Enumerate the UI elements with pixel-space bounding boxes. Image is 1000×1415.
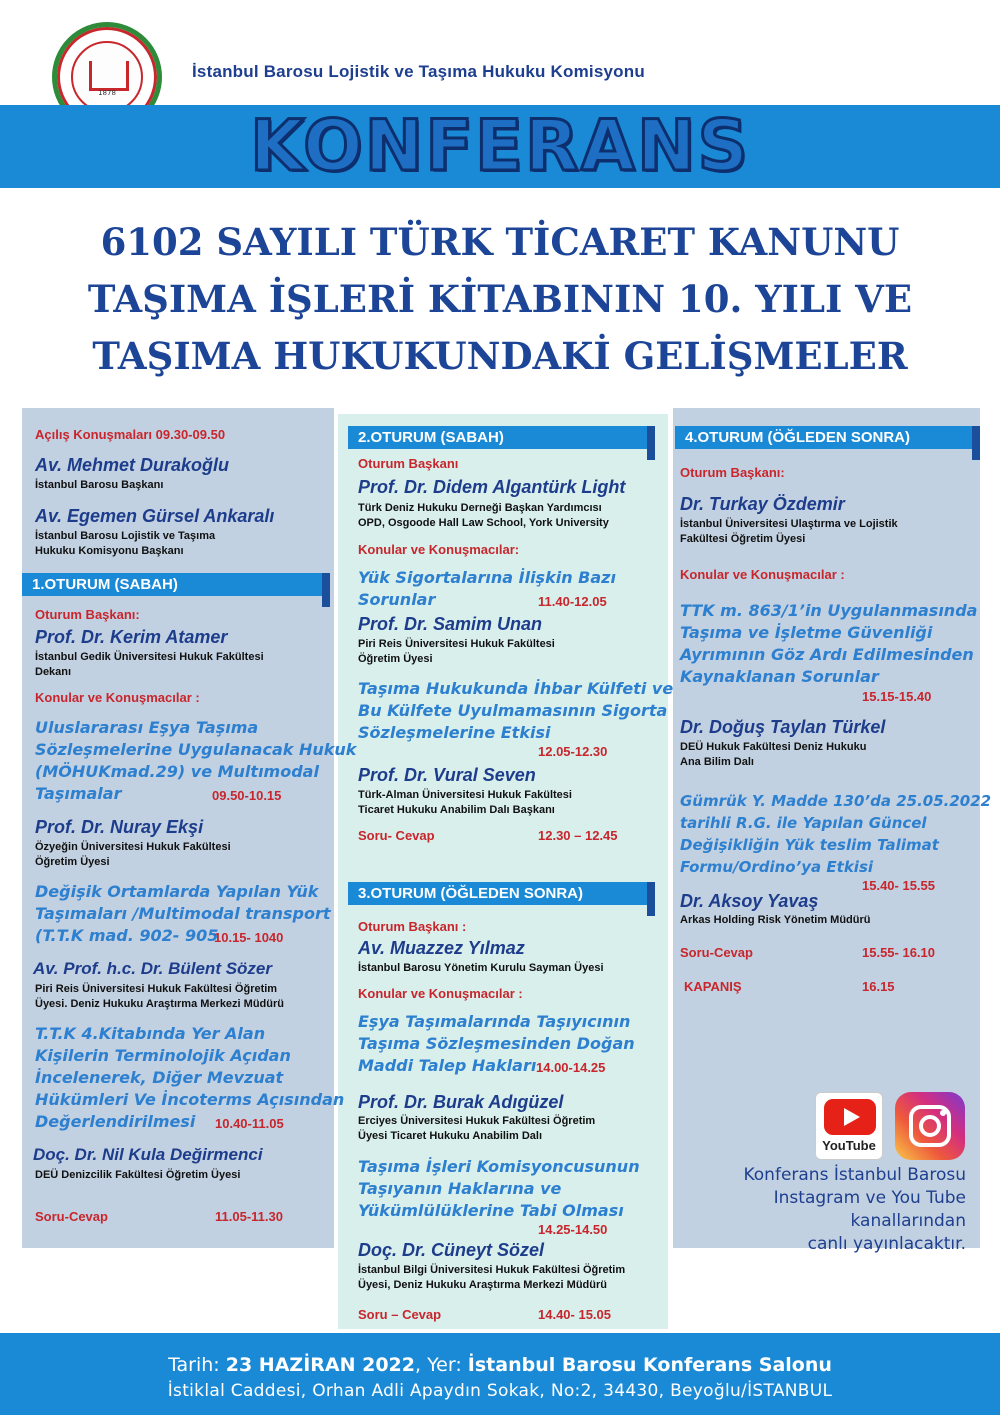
speaker-name: Av. Prof. h.c. Dr. Bülent Sözer	[33, 959, 272, 978]
qa-label: Soru-Cevap	[35, 1209, 108, 1224]
speaker-name: Prof. Dr. Nuray Ekşi	[35, 817, 204, 837]
speaker-affiliation: Ticaret Hukuku Anabilim Dalı Başkanı	[358, 804, 555, 816]
chair-affiliation: OPD, Osgoode Hall Law School, York University	[358, 517, 609, 529]
speaker-affiliation: Piri Reis Üniversitesi Hukuk Fakültesi Öğretim	[35, 983, 278, 995]
talk-title-line: Sorunlar	[358, 590, 436, 609]
speaker-name: Prof. Dr. Burak Adıgüzel	[358, 1092, 564, 1112]
speaker-name: Prof. Dr. Samim Unan	[358, 614, 543, 634]
talk-title-line: Taşıma Hukukunda İhbar Külfeti ve	[358, 679, 674, 698]
speaker-affiliation: Öğretim Üyesi	[358, 653, 433, 665]
topic-line-1: 6102 SAYILI TÜRK TİCARET KANUNU	[100, 220, 900, 264]
chair-affiliation: Dekanı	[35, 666, 72, 678]
talk-title-line: Yük Sigortalarına İlişkin Bazı	[358, 568, 616, 587]
talk-time: 10.15- 1040	[214, 930, 284, 945]
topic-line-3: TAŞIMA HUKUKUNDAKİ GELİŞMELER	[92, 334, 908, 378]
youtube-icon[interactable]	[815, 1092, 883, 1160]
talk-time: 15.15-15.40	[862, 689, 932, 704]
session-3-header	[348, 882, 655, 905]
logo-year: 1878	[98, 89, 116, 97]
instagram-dot	[940, 1110, 946, 1116]
chair-affiliation: İstanbul Üniversitesi Ulaştırma ve Lojistik	[680, 518, 898, 530]
speaker-affiliation: İstanbul Bilgi Üniversitesi Hukuk Fakültesi Öğretim	[358, 1264, 626, 1276]
talk-title-line: (T.T.K mad. 902- 905	[35, 926, 219, 945]
talk-title-line: tarihli R.G. ile Yapılan Güncel	[680, 814, 927, 832]
chair-affiliation: Fakültesi Öğretim Üyesi	[680, 533, 806, 545]
speaker-affiliation: Erciyes Üniversitesi Hukuk Fakültesi Öğretim	[358, 1115, 596, 1127]
speaker-affiliation: DEÜ Denizcilik Fakültesi Öğretim Üyesi	[35, 1169, 241, 1181]
session-1-title: 1.OTURUM (SABAH)	[32, 576, 178, 593]
talk-title-line: Taşıma İşleri Komisyoncusunun	[358, 1157, 640, 1176]
chair-affiliation: İstanbul Gedik Üniversitesi Hukuk Fakültesi	[35, 651, 264, 663]
speaker-name: Doç. Dr. Cüneyt Sözel	[358, 1240, 545, 1260]
session-4-header	[675, 426, 980, 449]
qa-time: 14.40- 15.05	[538, 1307, 612, 1322]
talk-title-line: Taşımalar	[35, 784, 122, 803]
talk-title-line: T.T.K 4.Kitabında Yer Alan	[35, 1024, 266, 1043]
talk-title-line: Değişik Ortamlarda Yapılan Yük	[35, 882, 319, 901]
talk-time: 15.40- 15.55	[862, 878, 936, 893]
chair-label: Oturum Başkanı:	[35, 607, 140, 622]
place-label: , Yer:	[415, 1354, 468, 1376]
chair-label: Oturum Başkanı	[358, 456, 459, 471]
talk-title-line: İncelenerek, Diğer Mevzuat	[35, 1068, 284, 1087]
speaker-affiliation: İstanbul Barosu Lojistik ve Taşıma	[35, 530, 216, 542]
opening-label: Açılış Konuşmaları 09.30-09.50	[35, 427, 226, 442]
chair-affiliation: İstanbul Barosu Yönetim Kurulu Sayman Üyesi	[358, 962, 604, 974]
speaker-affiliation: Üyesi, Deniz Hukuku Araştırma Merkezi Müdürü	[358, 1279, 607, 1291]
chair-name: Av. Muazzez Yılmaz	[358, 938, 525, 958]
talk-title-line: Kişilerin Terminolojik Açıdan	[35, 1046, 291, 1065]
speaker-name: Doç. Dr. Nil Kula Değirmenci	[33, 1145, 263, 1164]
live-note-line: Instagram ve You Tube	[773, 1188, 966, 1208]
qa-time: 15.55- 16.10	[862, 945, 936, 960]
commission-name: İstanbul Barosu Lojistik ve Taşıma Hukuku Komisyonu	[192, 62, 645, 81]
topics-label: Konular ve Konuşmacılar :	[680, 567, 845, 582]
talk-title-line: Kaynaklanan Sorunlar	[680, 667, 879, 686]
qa-label: Soru-Cevap	[680, 945, 753, 960]
talk-title-line: Formu/Ordino’ya Etkisi	[680, 858, 874, 876]
chair-name: Prof. Dr. Didem Algantürk Light	[358, 477, 626, 497]
banner-title: KONFERANS	[250, 105, 750, 187]
speaker-affiliation: İstanbul Barosu Başkanı	[35, 479, 164, 491]
closing-label: KAPANIŞ	[684, 979, 742, 994]
talk-time: 09.50-10.15	[212, 788, 282, 803]
talk-title-line: Taşıma ve İşletme Güvenliği	[680, 623, 933, 642]
instagram-lens	[919, 1115, 941, 1137]
youtube-label: YouTube	[822, 1138, 876, 1153]
talk-title-line: (MÖHUKmad.29) ve Multımodal	[35, 762, 319, 781]
closing-time: 16.15	[862, 979, 895, 994]
live-broadcast-note	[686, 1164, 966, 1256]
talk-title-line: Değişikliğin Yük teslim Talimat	[680, 836, 939, 854]
talk-time: 12.05-12.30	[538, 744, 608, 759]
talk-title-line: Ayrımının Göz Ardı Edilmesinden	[680, 645, 974, 664]
speaker-affiliation: Üyesi. Deniz Hukuku Araştırma Merkezi Müdürü	[35, 998, 284, 1010]
book-icon	[89, 61, 129, 91]
talk-title-line: Gümrük Y. Madde 130’da 25.05.2022	[680, 792, 992, 810]
place-value: İstanbul Barosu Konferans Salonu	[467, 1354, 832, 1376]
talk-title-line: Taşıma Sözleşmesinden Doğan	[358, 1034, 635, 1053]
qa-time: 11.05-11.30	[215, 1209, 283, 1224]
talk-title-line: Bu Külfete Uyulmamasının Sigorta	[358, 701, 668, 720]
talk-title	[358, 678, 673, 744]
talk-title	[680, 600, 977, 688]
speaker-name: Dr. Aksoy Yavaş	[680, 891, 819, 911]
chair-label: Oturum Başkanı:	[680, 465, 785, 480]
talk-title	[680, 790, 991, 878]
talk-title-line: Değerlendirilmesi	[35, 1112, 196, 1131]
live-note-line: canlı yayınlacaktır.	[807, 1234, 966, 1254]
talk-time: 10.40-11.05	[215, 1116, 284, 1131]
talk-title	[358, 1156, 640, 1222]
talk-title-line: Eşya Taşımalarında Taşıyıcının	[358, 1012, 631, 1031]
session-1-header	[22, 573, 330, 596]
talk-title-line: Maddi Talep Hakları	[358, 1056, 537, 1075]
session-2-header	[348, 426, 655, 449]
chair-name: Prof. Dr. Kerim Atamer	[35, 627, 228, 647]
talk-time: 14.25-14.50	[538, 1222, 608, 1237]
talk-title-line: Taşımaları /Multimodal transport	[35, 904, 331, 923]
speaker-affiliation: Hukuku Komisyonu Başkanı	[35, 545, 184, 557]
session-2-title: 2.OTURUM (SABAH)	[358, 429, 504, 446]
qa-label: Soru – Cevap	[358, 1307, 442, 1322]
qa-time: 12.30 – 12.45	[538, 828, 618, 843]
talk-time: 11.40-12.05	[538, 594, 607, 609]
date-label: Tarih:	[168, 1354, 226, 1376]
speaker-affiliation: Özyeğin Üniversitesi Hukuk Fakültesi	[35, 841, 231, 853]
talk-time: 14.00-14.25	[536, 1060, 606, 1075]
logo-emblem	[71, 41, 143, 113]
talk-title	[35, 717, 356, 805]
topic-line-2: TAŞIMA İŞLERİ KİTABININ 10. YILI VE	[87, 277, 913, 321]
speaker-name: Prof. Dr. Vural Seven	[358, 765, 536, 785]
talk-title	[35, 1023, 344, 1133]
topics-label: Konular ve Konuşmacılar :	[358, 986, 523, 1001]
speaker-affiliation: Arkas Holding Risk Yönetim Müdürü	[680, 914, 871, 926]
play-icon	[824, 1099, 876, 1135]
chair-name: Dr. Turkay Özdemir	[680, 494, 845, 514]
speaker-affiliation: Üyesi Ticaret Hukuku Anabilim Dalı	[358, 1130, 543, 1142]
qa-label: Soru- Cevap	[358, 828, 435, 843]
footer-address: İstiklal Caddesi, Orhan Adli Apaydın Sokak, No:2, 34430, Beyoğlu/İSTANBUL	[167, 1381, 833, 1401]
talk-title-line: Hükümleri Ve İncoterms Açısından	[35, 1090, 345, 1109]
speaker-affiliation: Piri Reis Üniversitesi Hukuk Fakültesi	[358, 638, 555, 650]
date-value: 23 HAZİRAN 2022	[225, 1354, 415, 1376]
talk-title-line: Yükümlülüklerine Tabi Olması	[358, 1201, 624, 1220]
session-4-title: 4.OTURUM (ÖĞLEDEN SONRA)	[685, 429, 910, 446]
instagram-icon[interactable]	[895, 1092, 965, 1160]
topics-label: Konular ve Konuşmacılar:	[358, 542, 520, 557]
talk-title-line: TTK m. 863/1’in Uygulanmasında	[680, 601, 978, 620]
talk-title-line: Sözleşmelerine Etkisi	[358, 723, 551, 742]
topics-label: Konular ve Konuşmacılar :	[35, 690, 200, 705]
talk-title-line: Uluslararası Eşya Taşıma	[35, 718, 259, 737]
chair-label: Oturum Başkanı :	[358, 919, 467, 934]
talk-title-line: Taşıyanın Haklarına ve	[358, 1179, 562, 1198]
session-3-title: 3.OTURUM (ÖĞLEDEN SONRA)	[358, 885, 583, 902]
footer-date-place	[0, 1354, 1000, 1376]
live-note-line: kanallarından	[850, 1211, 966, 1231]
speaker-name: Av. Mehmet Durakoğlu	[35, 455, 230, 475]
speaker-name: Av. Egemen Gürsel Ankaralı	[35, 506, 275, 526]
speaker-affiliation: Ana Bilim Dalı	[680, 756, 754, 768]
speaker-affiliation: DEÜ Hukuk Fakültesi Deniz Hukuku	[680, 741, 867, 753]
speaker-affiliation: Öğretim Üyesi	[35, 856, 110, 868]
talk-title	[35, 881, 331, 947]
speaker-affiliation: Türk-Alman Üniversitesi Hukuk Fakültesi	[358, 789, 572, 801]
chair-affiliation: Türk Deniz Hukuku Derneği Başkan Yardımcısı	[358, 502, 602, 514]
speaker-name: Dr. Doğuş Taylan Türkel	[680, 717, 886, 737]
talk-title-line: Sözleşmelerine Uygulanacak Hukuk	[35, 740, 357, 759]
live-note-line: Konferans İstanbul Barosu	[743, 1165, 966, 1185]
